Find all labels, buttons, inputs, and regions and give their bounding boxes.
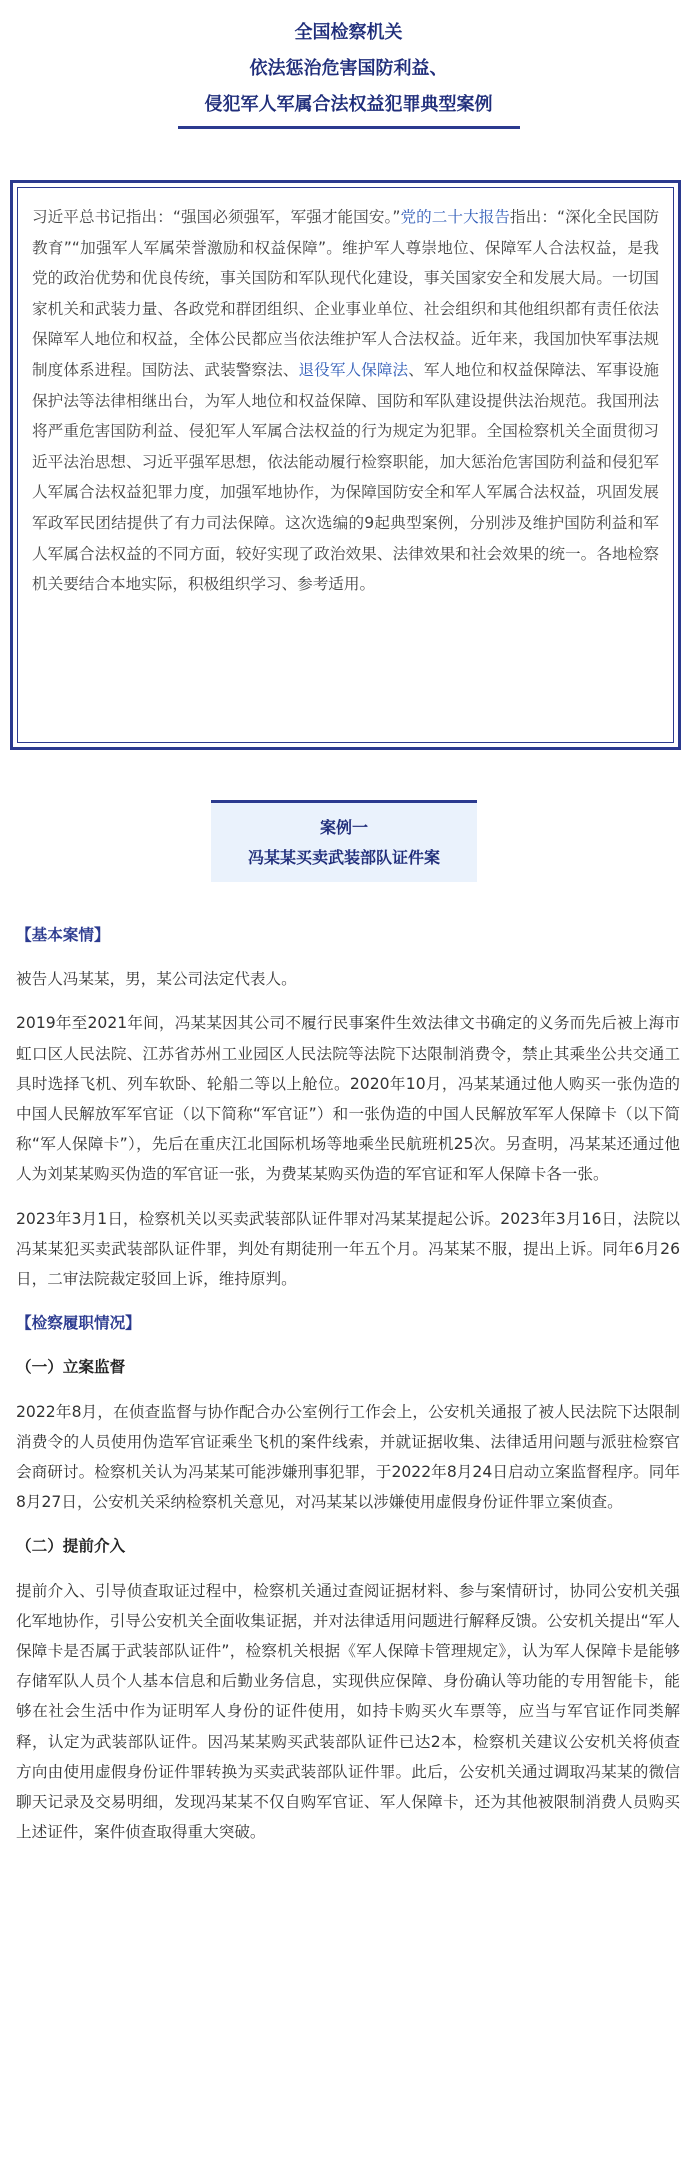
paragraph-case-filing-supervision: 2022年8月，在侦查监督与协作配合办公室例行工作会上，公安机关通报了被人民法院下达限制消费令的人员使用伪造军官证乘坐飞机的案件线索，并就证据收集、法律适用问题与派驻检察官会商研讨。检察机关认为冯某某可能涉嫌刑事犯罪，于2022年8月24日启动立案监督程序。同年8月27日，公安机关采纳检察机关意见，对冯某某以涉嫌使用虚假身份证件罪立案侦查。 [16,1402,680,1512]
paragraph-early-intervention: 提前介入、引导侦查取证过程中，检察机关通过查阅证据材料、参与案情研讨，协同公安机关强化军地协作，引导公安机关全面收集证据，并对法律适用问题进行解释反馈。公安机关提出“军人保障卡是否属于武装部队证件”，检察机关根据《军人保障卡管理规定》，认为军人保障卡是能够存储军队人员个人基本信息和后勤业务信息，实现供应保障、身份确认等功能的专用智能卡，能够在社会生活中作为证明军人身份的证件使用，如持卡购买火车票等，应当与军官证作同类解释，认定为武装部队证件。因冯某某购买武装部队证件已达2本，检察机关建议公安机关将侦查方向由使用虚假身份证件罪转换为买卖武装部队证件罪。此后，公安机关通过调取冯某某的微信聊天记录及交易明细，发现冯某某不仅自购军官证、军人保障卡，还为其他被限制消费人员购买上述证件，案件侦查取得重大突破。 [16,1581,680,1842]
paragraph-defendant: 被告人冯某某，男，某公司法定代表人。 [16,970,297,989]
intro-segment-3: 、军人地位和权益保障法、军事设施保护法等法律相继出台，为军人地位和权益保障、国防和军队建设提供法治规范。我国刑法将严重危害国防利益、侵犯军人军属合法权益的行为规定为犯罪。全国检察机关全面贯彻习近平法治思想、习近平强军思想，依法能动履行检察职能，加大惩治危害国防利益和侵犯军人军属合法权益犯罪力度，加强军地协作，为保障国防安全和军人军属合法权益，巩固发展军政军民团结提供了有力司法保障。这次选编的9起典型案例，分别涉及维护国防利益和军人军属合法权益的不同方面，较好实现了政治效果、法律效果和社会效果的统一。各地检察机关要结合本地实际，积极组织学习、参考适用。 [32,360,659,594]
case-content [16,920,680,1861]
subheading-early-intervention: （二）提前介入 [16,1537,126,1556]
article-title [0,0,697,129]
subheading-case-filing-supervision: （一）立案监督 [16,1358,126,1377]
paragraph-facts: 2019年至2021年间，冯某某因其公司不履行民事案件生效法律文书确定的义务而先后被上海市虹口区人民法院、江苏省苏州工业园区人民法院等法院下达限制消费令，禁止其乘坐公共交通工具时选择飞机、列车软卧、轮船二等以上舱位。2020年10月，冯某某通过他人购买一张伪造的中国人民解放军军官证（以下简称“军官证”）和一张伪造的中国人民解放军军人保障卡（以下简称“军人保障卡”），先后在重庆江北国际机场等地乘坐民航班机25次。另查明，冯某某还通过他人为刘某某购买伪造的军官证一张，为费某某购买伪造的军官证和军人保障卡各一张。 [16,1014,680,1184]
case-name: 冯某某买卖武装部队证件案 [247,848,440,867]
title-underline [178,126,520,129]
title-line-2: 依法惩治危害国防利益、 [249,58,448,79]
section-heading-basic-facts: 【基本案情】 [16,926,110,944]
paragraph-prosecution: 2023年3月1日，检察机关以买卖武装部队证件罪对冯某某提起公诉。2023年3月16日，法院以冯某某犯买卖武装部队证件罪，判处有期徒刑一年五个月。冯某某不服，提出上诉。同年6月26日，二审法院裁定驳回上诉，维持原判。 [16,1209,680,1289]
link-twentieth-congress-report[interactable]: 党的二十大报告 [400,208,511,226]
intro-segment-1: 习近平总书记指出：“强国必须强军，军强才能国安。” [32,208,401,226]
title-line-3: 侵犯军人军属合法权益犯罪典型案例 [204,94,493,115]
case-title-box [211,800,477,882]
intro-text [17,187,674,743]
link-veterans-protection-law[interactable]: 退役军人保障法 [298,360,409,379]
section-heading-procuratorial-duties: 【检察履职情况】 [16,1314,141,1333]
intro-segment-2: 指出：“深化全民国防教育”“加强军人军属荣誉激励和权益保障”。维护军人尊崇地位、保障军人合法权益，是我党的政治优势和优良传统，事关国防和军队现代化建设，事关国家安全和发展大局。一切国家机关和武装力量、各政党和群团组织、企业事业单位、社会组织和其他组织都有责任依法保障军人地位和权益，全体公民都应当依法维护军人合法权益。近年来，我国加快军事法规制度体系进程。国防法、武装警察法、 [32,208,659,379]
case-number: 案例一 [319,818,368,837]
intro-frame [10,180,681,750]
title-line-1: 全国检察机关 [294,22,403,43]
